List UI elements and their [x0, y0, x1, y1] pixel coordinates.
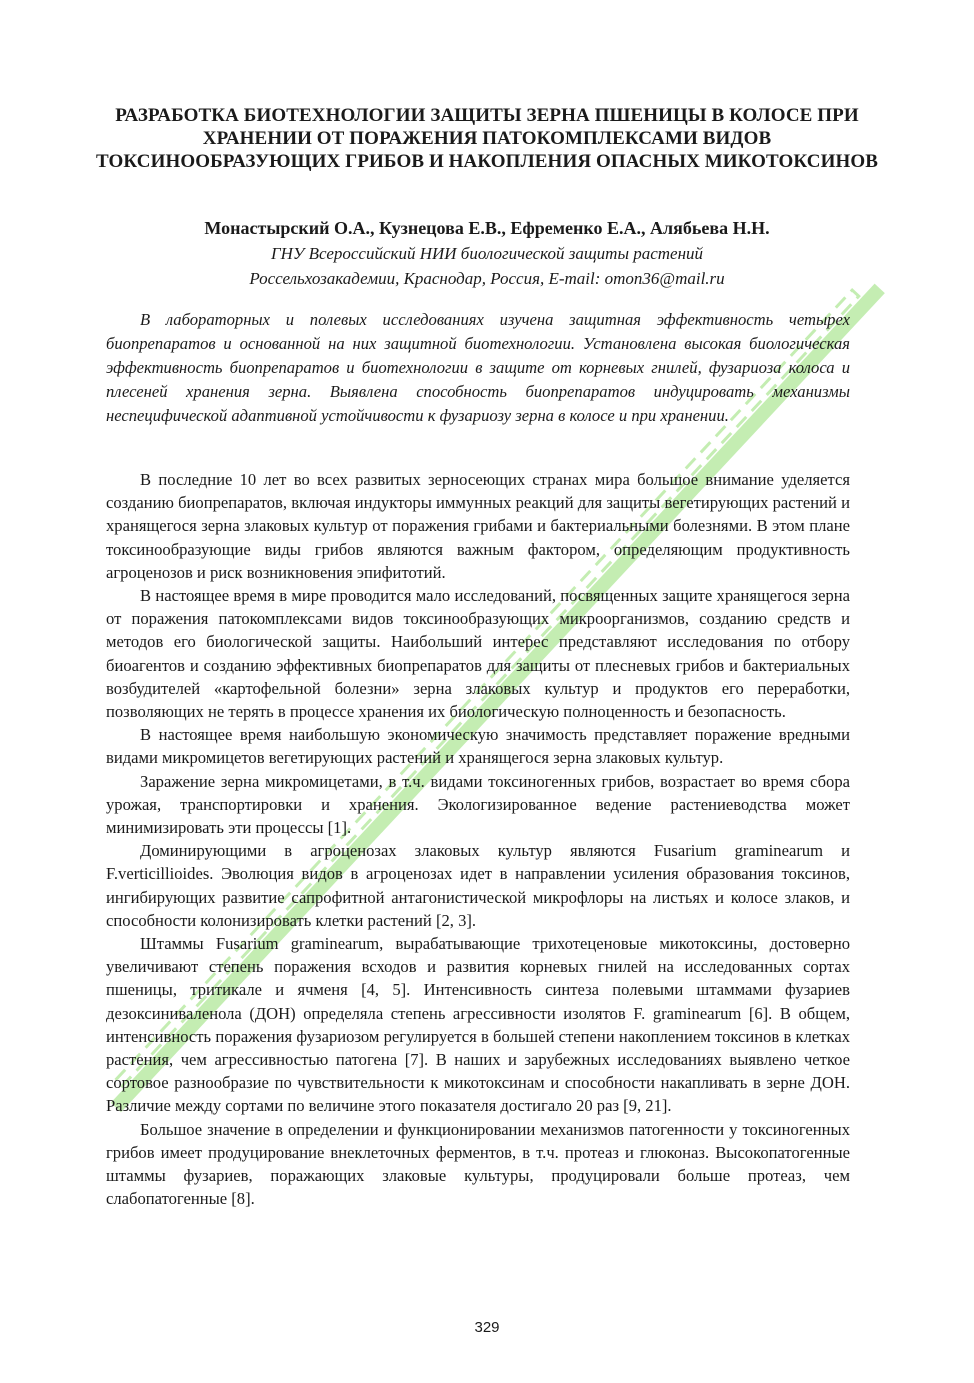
abstract: В лабораторных и полевых исследованиях изучена защитная эффективность четырех биопрепаратов и основанной на них защитной биотехнологии. Установлена высокая биологическая эффективность биопрепаратов и биотехнологии в защите от корневых гнилей, фузариоза колоса и плесеней хранения зерна. Выявлена способность биопрепаратов индуцировать механизмы неспецифической адаптивной устойчивости к фузариозу зерна в колосе и при хранении.: [106, 310, 850, 425]
page-number: 329: [474, 1319, 500, 1336]
affiliation-institute: ГНУ Всероссийский НИИ биологической защиты растений: [270, 244, 704, 263]
body-paragraph: Большое значение в определении и функционировании механизмов патогенности у токсиногенных грибов имеет продуцирование внеклеточных ферментов, в т.ч. протеаз и глюконаз. Высокопатогенные штаммы фузариев, поражающих злаковые культуры, продуцировали больше протеаз, чем слабопатогенные [8].: [106, 1119, 850, 1209]
body-paragraph: В настоящее время наибольшую экономическую значимость представляет поражение вредными видами микромицетов вегетирующих растений и хранящегося зерна злаковых культур.: [106, 725, 850, 768]
body-paragraph: В настоящее время в мире проводится мало исследований, посвященных защите хранящегося зерна от поражения патокомплексами видов токсинообразующих микроорганизмов, созданию средств и методов его биологической защиты. Наибольший интерес представляют исследования по отбору биоагентов и созданию эффективных биопрепаратов для защиты от плесневых грибов и бактериальных возбудителей «картофельной болезни» зерна злаковых культур и продуктов его переработки, позволяющих не терять в процессе хранения их биологическую полноценность и безопасность.: [106, 586, 850, 722]
body-paragraph: Доминирующими в агроценозах злаковых культур являются Fusarium graminearum и F.verticillioides. Эволюция видов в агроценозах идет в направлении усиления образования токсинов, ингибирующих развитие сапрофитной антагонистической микрофлоры на листьях и колосе злаков, и способности колонизировать клетки растений [2, 3].: [106, 841, 850, 930]
body-paragraph: Штаммы Fusarium graminearum, вырабатывающие трихотеценовые микотоксины, достоверно увеличивают степень поражения всходов и развития корневых гнилей на исследованных сортах пшеницы, тритикале и ячменя [4, 5]. Интенсивность синтеза полевыми штаммами фузариев дезоксиниваленола (ДОН) определяла степень агрессивности изолятов F. graminearum [6]. В общем, интенсивность поражения фузариозом регулируется в большей степени накоплением токсинов в клетках растения, чем агрессивностью патогена [7]. В наших и зарубежных исследованиях выявлено четкое сортовое разнообразие по чувствительности к микотоксинам и способности накапливать в зерне ДОН. Различие между сортами по величине этого показателя достигало 20 раз [9, 21].: [106, 934, 850, 1116]
paper-title: РАЗРАБОТКА БИОТЕХНОЛОГИИ ЗАЩИТЫ ЗЕРНА ПШЕНИЦЫ В КОЛОСЕ ПРИ ХРАНЕНИИ ОТ ПОРАЖЕНИЯ ПАТОКОМПЛЕКСАМИ ВИДОВ ТОКСИНООБРАЗУЮЩИХ ГРИБОВ И НАКОПЛЕНИЯ ОПАСНЫХ МИКОТОКСИНОВ: [96, 105, 878, 172]
author-list: Монастырский О.А., Кузнецова Е.В., Ефременко Е.А., Алябьева Н.Н.: [204, 218, 770, 238]
affiliation-location-email: Россельхозакадемии, Краснодар, Россия, E-mail: omon36@mail.ru: [249, 269, 725, 288]
body-paragraph: В последние 10 лет во всех развитых зерносеющих странах мира большое внимание уделяется созданию биопрепаратов, включая индукторы иммунных реакций для защиты вегетирующих растений и хранящегося зерна злаковых культур от поражения грибами и бактериальными болезнями. В этом плане токсинообразующие виды грибов являются важным фактором, определяющим продуктивность агроценозов и риск возникновения эпифитотий.: [106, 470, 850, 582]
affiliation: [90, 241, 884, 291]
body-text: [106, 468, 850, 1211]
body-paragraph: Заражение зерна микромицетами, в т.ч. видами токсиногенных грибов, возрастает во время сбора урожая, транспортировки и хранения. Экологизированное ведение растениеводства может минимизировать эти процессы [1].: [106, 771, 850, 838]
